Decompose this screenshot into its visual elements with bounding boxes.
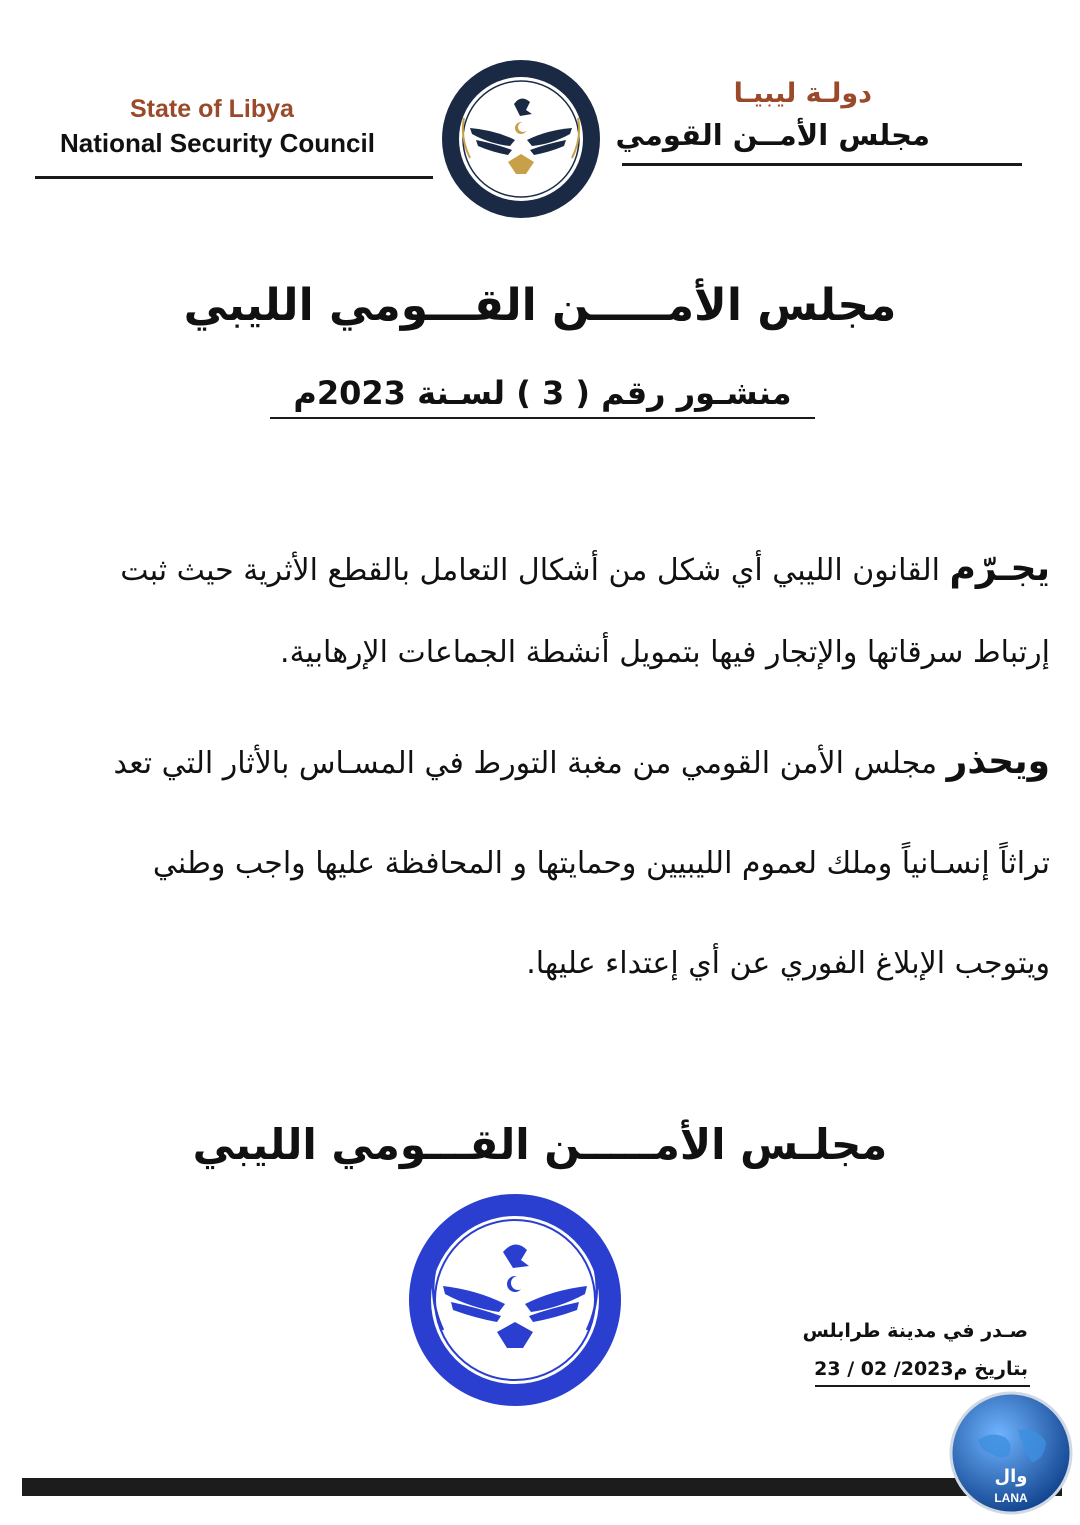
paragraph-1 [60, 528, 1050, 694]
footer-bar [22, 1478, 1062, 1496]
paragraph-2 [60, 712, 1050, 1014]
lana-arabic: وال [994, 1466, 1028, 1487]
paragraph-1-text: القانون الليبي أي شكل من أشكال التعامل بالقطع الأثرية حيث ثبت إرتباط سرقاتها والإتجار فيها بتمويل أنشطة الجماعات الإرهابية. [120, 553, 1050, 670]
header-en-council: National Security Council [60, 128, 375, 158]
lana-latin: LANA [994, 1491, 1028, 1505]
paragraph-2-text: مجلس الأمن القومي من مغبة التورط في المسـاس بالأثار التي تعد تراثاً إنسـانياً وملك لعموم الليبيين وحمايتها و المحافظة عليها واجب وطني ويتوجب الإبلاغ الفوري عن أي إعتداء عليها. [113, 746, 1050, 981]
lana-logo-icon [948, 1390, 1074, 1516]
header-rule-left [35, 176, 433, 179]
document-title: مجلس الأمـــــن القـــومي الليبي [183, 280, 897, 331]
header-seal-icon [440, 58, 602, 220]
issue-date-value: 23 / 02 /2023م [814, 1358, 968, 1380]
signature-heading: مجلـس الأمـــــن القـــومي الليبي [192, 1120, 888, 1169]
paragraph-2-lead: ويحذر [946, 741, 1050, 782]
header-en-state: State of Libya [130, 95, 294, 123]
issued-place: صـدر في مدينة طرابلس [802, 1320, 1028, 1342]
date-underline [815, 1385, 1030, 1387]
issue-date [814, 1358, 1028, 1380]
header-ar-council: مجلس الأمــن القومي [615, 118, 930, 152]
circular-number: منشـور رقم ( 3 ) لسـنة 2023م [293, 374, 792, 412]
header-rule-right [622, 163, 1022, 166]
paragraph-1-lead: يجـرّم [949, 548, 1050, 589]
blue-stamp-seal-icon [405, 1190, 625, 1410]
circular-underline [270, 417, 815, 419]
header-ar-state: دولـة ليبيـا [733, 78, 872, 109]
issue-date-label: بتاريخ [974, 1358, 1028, 1380]
